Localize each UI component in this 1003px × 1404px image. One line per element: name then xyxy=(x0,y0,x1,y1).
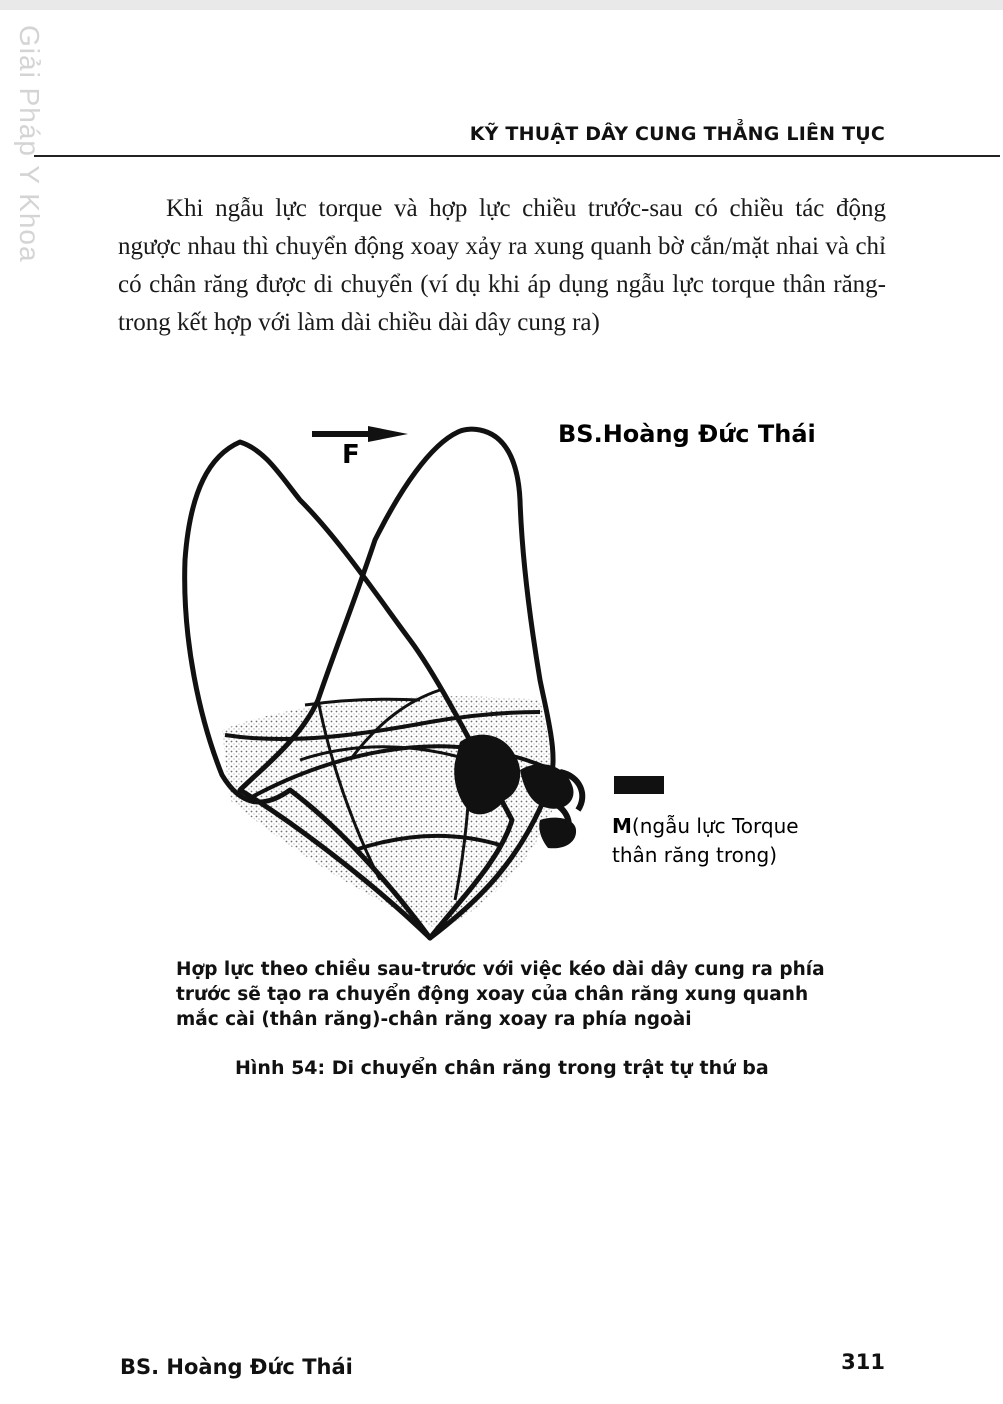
running-header-title: KỸ THUẬT DÂY CUNG THẲNG LIÊN TỤC xyxy=(469,123,885,145)
figure-caption: Hình 54: Di chuyển chân răng trong trật tự thứ ba xyxy=(235,1057,769,1079)
figure-author-label: BS.Hoàng Đức Thái xyxy=(558,420,816,448)
crown-curve-4 xyxy=(355,836,500,850)
tooth-outline-original xyxy=(185,442,512,938)
top-edge-band xyxy=(0,0,1003,10)
bracket-wing-2 xyxy=(539,818,576,849)
bracket-shape xyxy=(454,735,520,815)
crown-curve-8 xyxy=(350,690,440,760)
header-rule xyxy=(34,155,1000,157)
bracket-arc-2 xyxy=(545,800,569,838)
crown-curve-6 xyxy=(318,700,380,880)
crown-curve-2 xyxy=(250,746,552,798)
moment-symbol: M xyxy=(612,814,632,838)
tooth-outline-rotated xyxy=(240,429,553,938)
force-label: F xyxy=(342,440,360,470)
bracket-arc-1 xyxy=(560,772,582,810)
footer-author: BS. Hoàng Đức Thái xyxy=(120,1355,353,1379)
bracket-wing-1 xyxy=(520,764,573,809)
moment-arrow-shaft xyxy=(614,776,664,794)
crown-stipple xyxy=(222,696,560,930)
crown-curve-3 xyxy=(300,747,470,760)
side-watermark: Giải Pháp Y Khoa xyxy=(14,25,45,263)
moment-label xyxy=(612,812,842,870)
crown-curve-7 xyxy=(455,750,470,900)
body-paragraph: Khi ngẫu lực torque và hợp lực chiều trước-sau có chiều tác động ngược nhau thì chuyển động xoay xảy ra xung quanh bờ cắn/mặt nhai và chỉ có chân răng được di chuyển (ví dụ khi áp dụng ngẫu lực torque thân răng-trong kết hợp với làm dài chiều dài dây cung ra) xyxy=(118,195,886,336)
crown-curve-1 xyxy=(225,712,540,739)
page-number: 311 xyxy=(841,1350,885,1374)
crown-curve-5 xyxy=(305,699,420,705)
moment-label-text: (ngẫu lực Torque thân răng trong) xyxy=(612,814,799,867)
force-arrow-head xyxy=(368,426,408,442)
figure-description: Hợp lực theo chiều sau-trước với việc kéo dài dây cung ra phía trước sẽ tạo ra chuyển động xoay của chân răng xung quanh mắc cài (thân răng)-chân răng xoay ra phía ngoài xyxy=(176,959,825,1030)
